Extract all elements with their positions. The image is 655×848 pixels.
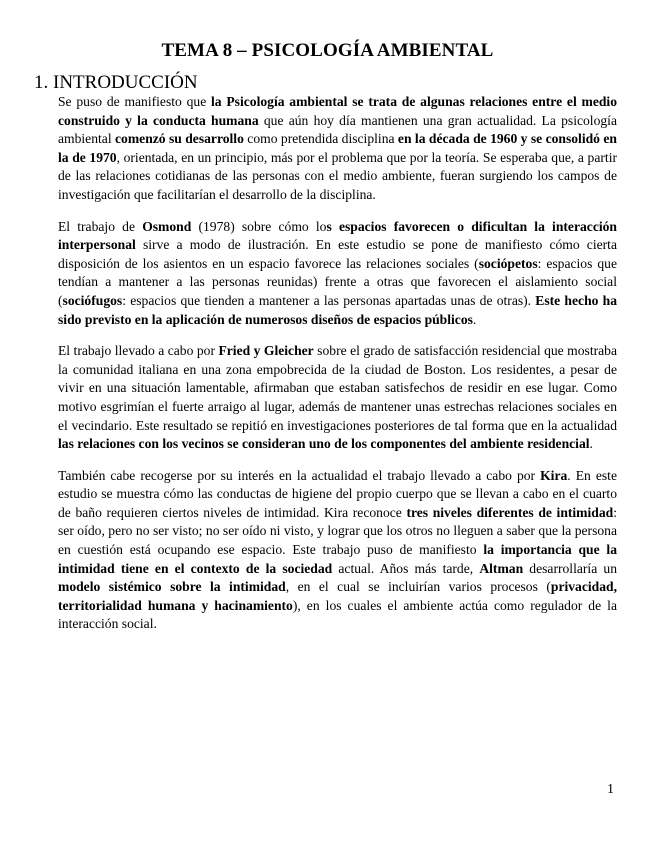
bold-text-run: s espacios favorecen o dificultan la interacción interpersonal — [58, 218, 617, 253]
paragraph — [58, 93, 617, 205]
document-body — [58, 93, 617, 647]
text-run: : ser oído, pero no ser visto; no ser oído ni visto, y lograr que los otros no lleguen a saber que la persona en cuestión está ocupando ese espacio. Este trabajo puso de manifiesto — [58, 504, 617, 558]
text-run: desarrollaría un — [523, 560, 617, 576]
bold-text-run: Este hecho ha sido previsto en la aplicación de numerosos diseños de espacios públicos — [58, 292, 618, 327]
paragraph — [58, 342, 617, 454]
bold-text-run: tres niveles diferentes de intimidad — [406, 504, 614, 520]
bold-text-run: Kira — [540, 467, 568, 483]
section-heading — [34, 72, 198, 94]
section-title: INTRODUCCIÓN — [53, 72, 198, 93]
section-number: 1. — [34, 72, 49, 93]
bold-text-run: Altman — [479, 560, 524, 576]
bold-text-run: sociófugos — [62, 292, 123, 308]
paragraph — [58, 218, 617, 330]
text-run: : espacios que tienden a mantener a las personas apartadas unas de otras). — [122, 292, 536, 308]
text-run: como pretendida disciplina — [243, 131, 398, 147]
text-run: ), en los cuales el ambiente actúa como regulador de la interacción social. — [58, 597, 617, 632]
bold-text-run: Fried y Gleicher — [218, 343, 314, 359]
bold-text-run: en la década de 1960 y se consolidó en la de 1970 — [58, 131, 617, 165]
text-run: : espacios que tendían a mantener a las personas reunidas) frente a otras que favorecen el aislamiento social ( — [58, 255, 617, 308]
bold-text-run: las relaciones con los vecinos se consideran uno de los componentes del ambiente residencial — [58, 436, 590, 452]
text-run: , en el cual se incluirían varios procesos ( — [285, 579, 551, 595]
text-run: El trabajo llevado a cabo por — [58, 343, 219, 359]
bold-text-run: la importancia que la intimidad tiene en el contexto de la sociedad — [58, 542, 617, 576]
text-run: . En este estudio se muestra cómo las conductas de higiene del propio cuerpo que se llevan a cabo en el cuarto de baño requieren ciertos niveles de intimidad. Kira reconoce — [58, 467, 617, 520]
text-run: Se puso de manifiesto que — [58, 94, 212, 109]
bold-text-run: comenzó su desarrollo — [115, 131, 244, 147]
document-title: TEMA 8 – PSICOLOGÍA AMBIENTAL — [161, 40, 494, 61]
text-run: También cabe recogerse por su interés en la actualidad el trabajo llevado a cabo por — [58, 467, 541, 483]
text-run: sirve a modo de ilustración. En este estudio se pone de manifiesto cómo cierta disposición de los asientos en un espacio favorece las relaciones sociales ( — [58, 237, 617, 271]
text-run: sobre el grado de satisfacción residencial que mostraba la comunidad italiana en una zona empobrecida de la ciudad de Boston. Los residentes, a pesar de vivir en una situación lamentable, afirmaban que estaban satisfechos de residir en ese lugar. Como motivo esgrimían el fuerte arraigo al lugar, además de mantener unas estrechas relaciones sociales en el vecindario. Este resultado se repitió en investigaciones posteriores de tal forma que en la actualidad — [58, 343, 617, 433]
text-run: que aún hoy día mantienen una gran actualidad. La psicología ambiental — [58, 112, 617, 147]
bold-text-run: sociópetos — [478, 255, 538, 271]
bold-text-run: la Psicología ambiental se trata de algunas relaciones entre el medio construido y la conducta humana — [58, 94, 617, 128]
bold-text-run: privacidad, territorialidad humana y hacinamiento — [58, 579, 617, 613]
paragraph — [58, 467, 617, 634]
text-run: (1978) sobre cómo lo — [191, 218, 327, 234]
page-number: 1 — [607, 782, 614, 797]
text-run: El trabajo de — [58, 218, 143, 234]
text-run: , orientada, en un principio, más por el problema que por la teoría. Se esperaba que, a partir de las relaciones cotidianas de las personas con el medio ambiente, fueran surgiendo los campos de investigación que facilitarían el desarrollo de la disciplina. — [58, 149, 617, 202]
text-run: . — [589, 436, 593, 452]
bold-text-run: modelo sistémico sobre la intimidad — [58, 579, 286, 595]
text-run: . — [472, 311, 477, 327]
bold-text-run: Osmond — [142, 218, 192, 234]
text-run: actual. Años más tarde, — [332, 560, 480, 576]
